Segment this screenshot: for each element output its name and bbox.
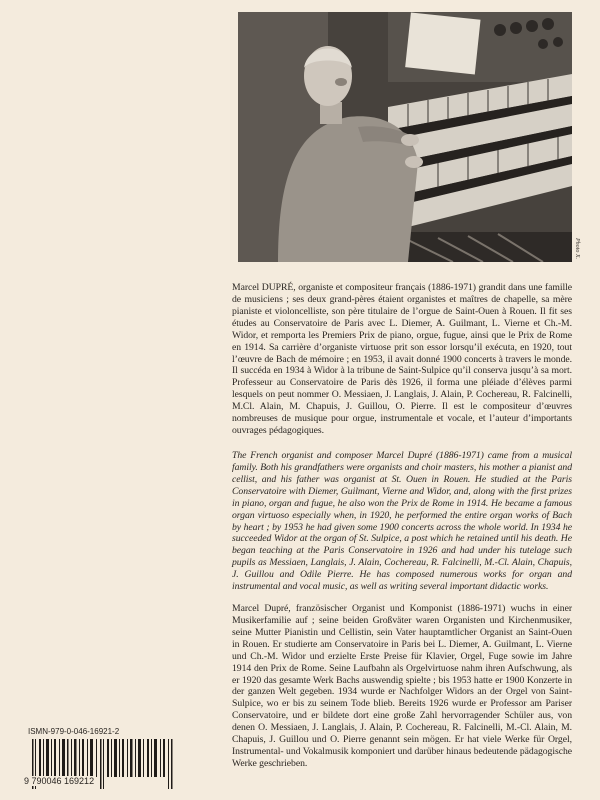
- biography-french: Marcel DUPRÉ, organiste et compositeur français (1886-1971) grandit dans une famille de musiciens ; ses deux grand-pères étaient organistes et maîtres de chapelle, sa mère pianiste et violoncelliste, son père titulaire de l’orgue de Saint-Ouen à Rouen. Il fit ses études au Conservatoire de Paris avec L. Diemer, A. Guilmant, L. Vierne et Ch.-M. Widor, et remporta les Premiers Prix de piano, orgue, fugue, ainsi que le Prix de Rome en 1914. Sa carrière d’organiste virtuose prit son essor lorsqu’il exécuta, en 1920, tout l’œuvre de Bach de mémoire ; en 1953, il avait donné 1900 concerts à travers le monde. Il succéda en 1934 à Widor à la tribune de Saint-Sulpice qu’il conserva jusqu’à sa mort. Professeur au Conservatoire de Paris dès 1926, il forma une pléiade d’élèves parmi lesquels on peut nommer O. Messiaen, J. Langlais, J. Alain, P. Cochereau, R. Falcinelli, M.Cl. Alain, M. Chapuis, J. Guillou, O. Pierre. Il est le compositeur d’œuvres nombreuses de musique pour orgue, instrumentale et vocale, et l’auteur d’importants ouvrages pédagogiques.: [232, 282, 572, 437]
- ismn-number: ISMN-979-0-046-16921-2: [28, 727, 120, 736]
- barcode-number: 9 790046 169212: [24, 776, 95, 786]
- organ-console-illustration: [238, 12, 572, 262]
- photo-organist-at-console: [238, 12, 572, 262]
- biography-german: Marcel Dupré, französischer Organist und Komponist (1886-1971) wuchs in einer Musikerfamilie auf ; seine beiden Großväter waren Organisten und Kirchenmusiker, seine Mutter Pianistin und Cellistin, sein Vater hauptamtlicher Organist an Saint-Ouen in Rouen. Er studierte am Conservatoire in Paris bei L. Diemer, A. Guilmant, L. Vierne und Ch.-M. Widor und erzielte Erste Preise für Klavier, Orgel, Fuge sowie im Jahre 1914 den Prix de Rome. Seine Laufbahn als Orgelvirtuose nahm ihren Aufschwung, als er 1920 das gesamte Werk Bachs auswendig spielte ; bis 1953 hatte er 1900 Konzerte in der ganzen Welt gegeben. 1934 wurde er Nachfolger Widors an der Orgel von Saint-Sulpice, wo er bis zu seinem Tode blieb. Bereits 1926 wurde er Professor am Pariser Conservatoire, und er bildete dort eine große Zahl hervorragender Schüler aus, von denen O. Messiaen, J. Langlais, J. Alain, P. Cochereau, R. Falcinelli, M.-Cl. Alain, M. Chapuis, J. Guillou und O. Pierre genannt sein mögen. Er hat viele Werke für Orgel, Instrumental- und Vokalmusik komponiert und darüber hinaus bedeutende pädagogische Werke geschrieben.: [232, 603, 572, 769]
- photo-credit: Photo X.: [574, 238, 580, 259]
- biography-english: The French organist and composer Marcel Dupré (1886-1971) came from a musical family. Both his grandfathers were organists and choir masters, his mother a pianist and cellist, and his father was organist at St. Ouen in Rouen. He studied at the Paris Conservatoire with Diemer, Guilmant, Vierne and Widor, and, along with the first prizes in piano, organ and fugue, he also won the Prix de Rome in 1914. He became a famous organ virtuoso especially when, in 1920, he performed the entire organ works of Bach by heart ; by 1953 he had given some 1900 concerts across the whole world. In 1934 he succeeded Widor at the organ of St. Sulpice, a post which he retained until his death. He began teaching at the Paris Conservatoire in 1926 and had under his tutelage such pupils as Messiaen, Langlais, J. Alain, Cochereau, R. Falcinelli, M.-Cl. Alain, Chapuis, J. Guillou and Odile Pierre. He has composed numerous works for organ and instrumental and vocal music, as well as writing several important didactic works.: [232, 450, 572, 593]
